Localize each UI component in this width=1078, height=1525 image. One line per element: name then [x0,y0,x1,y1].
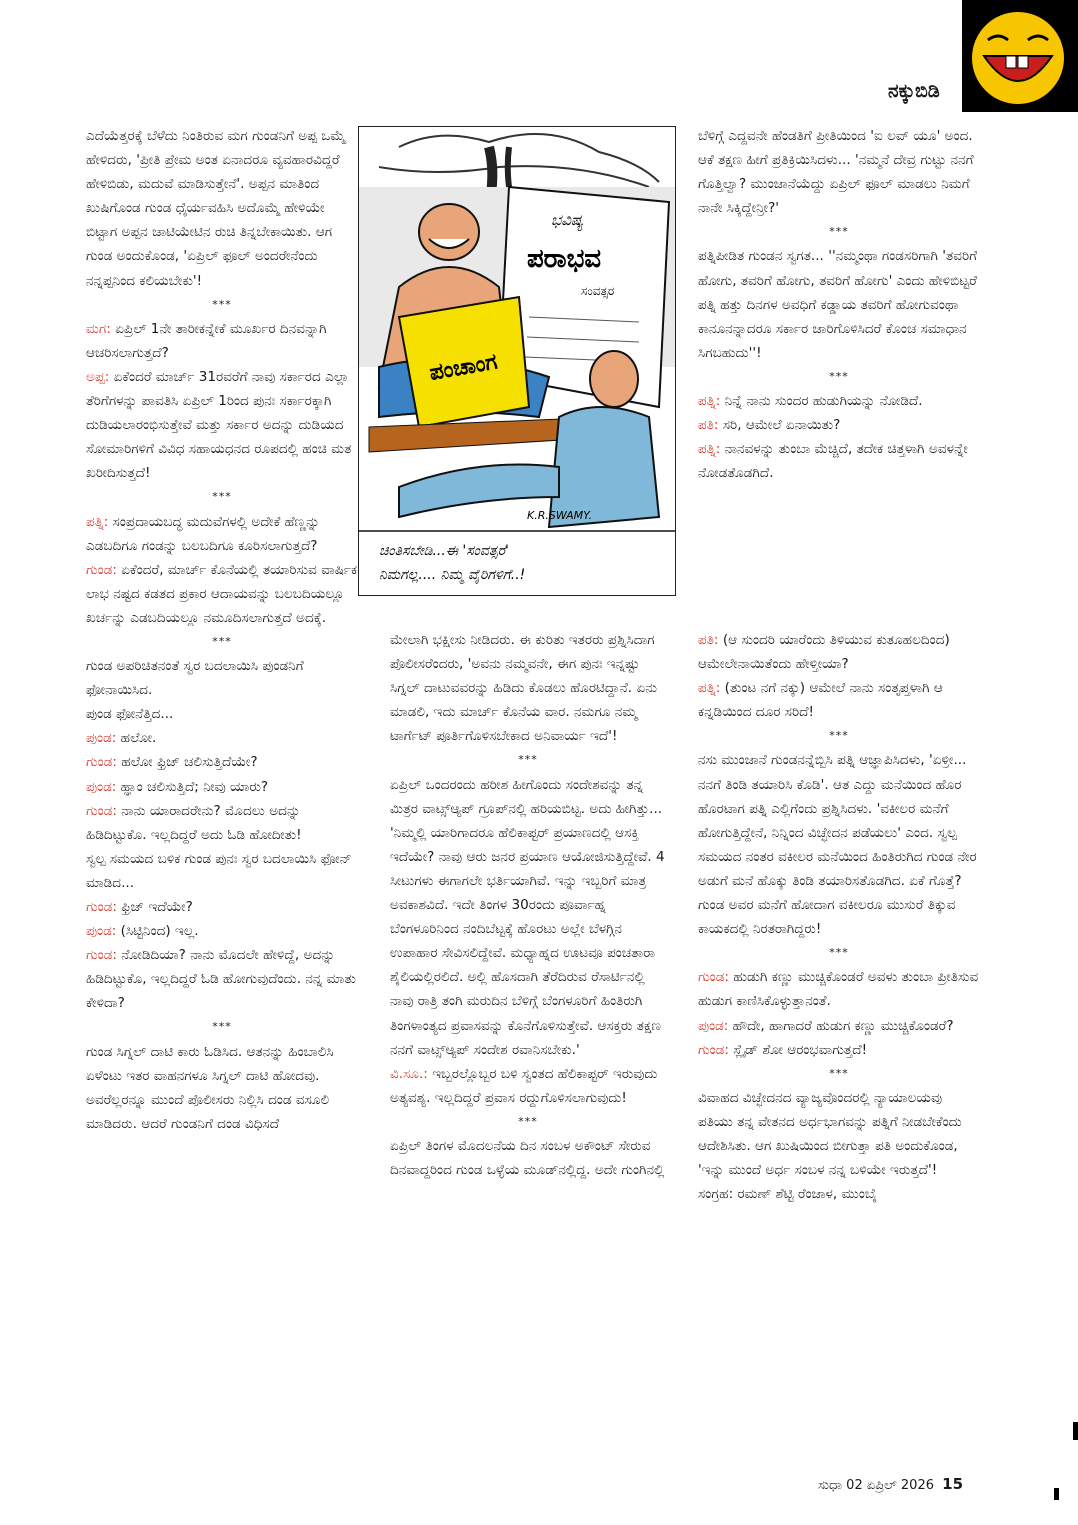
dialogue-line [698,413,980,437]
crop-mark [1054,1488,1059,1500]
section-separator: *** [212,297,232,311]
dialogue-line [390,1062,666,1110]
speaker-label: ಗುಂಡ: [86,802,117,819]
dialogue-line [86,895,358,919]
speaker-label: ಪುಂಡ: [86,923,117,940]
paragraph: ಬೆಳಿಗ್ಗೆ ಎದ್ದವನೇ ಹೆಂಡತಿಗೆ ಪ್ರೀತಿಯಿಂದ 'ಐ ಲವ್ ಯೂ' ಅಂದ. ಆಕೆ ತಕ್ಷಣ ಹೀಗೆ ಪ್ರತಿಕ್ರಿಯಿಸಿದಳು... 'ನಮ್ಮನೆ ದೇವ್ರ ಗುಟ್ಟು ನನಗೆ ಗೊತ್ತಿಲ್ವಾ? ಮುಂಜಾನೆಯೆದ್ದು ಏಪ್ರಿಲ್ ಫೂಲ್ ಮಾಡಲು ನಿಮಗೆ ನಾನೇ ಸಿಕ್ಕಿದ್ದೇನ್ರೀ?' [698,128,974,217]
section-separator: *** [212,1020,232,1034]
dialogue-text: ನಾನವಳನ್ನು ತುಂಬಾ ಮೆಚ್ಚಿದೆ, ತದೇಕ ಚಿತ್ತಳಾಗಿ ಅವಳನ್ನೇ ನೋಡತೊಡಗಿದೆ. [698,441,968,482]
dialogue-text: ಹುಡುಗಿ ಕಣ್ಣು ಮುಚ್ಚಿಕೊಂಡರೆ ಅವಳು ತುಂಬಾ ಪ್ರೀತಿಸುವ ಹುಡುಗ ಕಾಣಿಸಿಕೊಳ್ಳುತ್ತಾನಂತೆ. [698,969,979,1010]
paragraph: ವಿವಾಹದ ವಿಚ್ಛೇದನದ ವ್ಯಾಜ್ಯವೊಂದರಲ್ಲಿ ನ್ಯಾಯಾಲಯವು ಪತಿಯು ತನ್ನ ವೇತನದ ಅರ್ಧಭಾಗವನ್ನು ಪತ್ನಿಗೆ ನೀಡಬೇಕೆಂದು ಆದೇಶಿಸಿತು. ಆಗ ಖುಷಿಯಿಂದ ಬೀಗುತ್ತಾ ಪತಿ ಅಂದುಕೊಂಡ, 'ಇನ್ನು ಮುಂದೆ ಅರ್ಧ ಸಂಬಳ ನನ್ನ ಬಳಿಯೇ ಇರುತ್ತದೆ'! [698,1089,962,1179]
paragraph: ಪುಂಡ ಫೋನೆತ್ತಿದ... [86,706,174,723]
dialogue-text: ಸ್ಲೈಡ್ ಶೋ ಆರಂಭವಾಗುತ್ತದೆ! [728,1041,868,1058]
speaker-label: ಪತ್ನಿ: [86,513,109,530]
laughing-face-icon [962,0,1078,112]
section-separator: *** [212,490,232,504]
dialogue-text: (ತುಂಟ ನಗೆ ನಕ್ಕು) ಆಮೇಲೆ ನಾನು ಸಂತೃಪ್ತಳಾಗಿ ಆ ಕನ್ನಡಿಯಿಂದ ದೂರ ಸರಿದೆ! [698,680,943,721]
dialogue-line [86,726,358,750]
paragraph: ಮೇಲಾಗಿ ಭಕ್ಷೀಸು ನೀಡಿದರು. ಈ ಕುರಿತು ಇತರರು ಪ್ರಶ್ನಿಸಿದಾಗ ಪೊಲೀಸರೆಂದರು, 'ಅವನು ನಮ್ಮವನೇ, ಈಗ ಪುನಃ ಇನ್ನಷ್ಟು ಸಿಗ್ನಲ್ ದಾಟುವವರನ್ನು ಹಿಡಿದು ಕೊಡಲು ಹೊರಟಿದ್ದಾನೆ. ಏನು ಮಾಡಲಿ, ಇದು ಮಾರ್ಚ್ ಕೊನೆಯ ವಾರ. ನಮಗೂ ನಮ್ಮ ಟಾರ್ಗೆಟ್ ಪೂರ್ತಿಗೊಳಿಸಬೇಕಾದ ಅನಿವಾರ್ಯ ಇದೆ'! [390,632,658,745]
section-separator: *** [829,225,849,239]
speaker-label: ವಿ.ಸೂ.: [390,1065,428,1082]
dialogue-line [86,510,358,558]
speaker-label: ಪತ್ನಿ: [698,680,721,697]
dialogue-line [698,965,980,1013]
speaker-label: ಗುಂಡ: [86,754,117,771]
text-column-1 [86,124,358,1136]
dialogue-line [86,365,358,485]
paragraph: ಗುಂಡ ಸಿಗ್ನಲ್ ದಾಟಿ ಕಾರು ಓಡಿಸಿದ. ಆತನನ್ನು ಹಿಂಬಾಲಿಸಿ ಏಳೆಂಟು ಇತರ ವಾಹನಗಳೂ ಸಿಗ್ನಲ್ ದಾಟಿ ಹೋದವು. ಅವರೆಲ್ಲರನ್ನೂ ಮುಂದೆ ಪೊಲೀಸರು ನಿಲ್ಲಿಸಿ ದಂಡ ವಸೂಲಿ ಮಾಡಿದರು. ಆದರೆ ಗುಂಡನಿಗೆ ದಂಡ ವಿಧಿಸದೆ [86,1043,334,1132]
dialogue-text: ಸರಿ, ಆಮೇಲೆ ಏನಾಯಿತು? [718,417,841,434]
dialogue-line [698,1038,980,1062]
paragraph: ನಸು ಮುಂಜಾನೆ ಗುಂಡನನ್ನೆಬ್ಬಿಸಿ ಪತ್ನಿ ಆಜ್ಞಾಪಿಸಿದಳು, 'ಏಳ್ರೀ... ನನಗೆ ತಿಂಡಿ ತಯಾರಿಸಿ ಕೊಡಿ'. ಆತ ಎದ್ದು ಮನೆಯಿಂದ ಹೊರ ಹೊರಟಾಗ ಪತ್ನಿ ಎಲ್ಲಿಗೆಂದು ಪ್ರಶ್ನಿಸಿದಳು. 'ವಕೀಲರ ಮನೆಗೆ ಹೋಗುತ್ತಿದ್ದೇನೆ, ನಿನ್ನಿಂದ ವಿಚ್ಛೇದನ ಪಡೆಯಲು' ಎಂದ. ಸ್ವಲ್ಪ ಸಮಯದ ನಂತರ ವಕೀಲರ ಮನೆಯಿಂದ ಹಿಂತಿರುಗಿದ ಗುಂಡ ನೇರ ಅಡುಗೆ ಮನೆ ಹೊಕ್ಕು ತಿಂಡಿ ತಯಾರಿಸತೊಡಗಿದ. ಏಕೆ ಗೊತ್ತೆ? ಗುಂಡ ಅವರ ಮನೆಗೆ ಹೋದಾಗ ವಕೀಲರೂ ಮುಸುರೆ ತಿಕ್ಕುವ ಕಾಯಕದಲ್ಲಿ ನಿರತರಾಗಿದ್ದರು! [698,752,977,938]
dialogue-line [86,943,358,1015]
dialogue-text: ಹ್ಞಾಂ ಚಲಿಸುತ್ತಿದೆ; ನೀವು ಯಾರು? [116,778,269,795]
dialogue-text: ಹಲೋ ಫ್ರಿಜ್ ಚಲಿಸುತ್ತಿದೆಯೇ? [116,754,258,771]
speaker-label: ಪುಂಡ: [86,778,117,795]
sign-line-1: ಭವಿಷ್ಯ [551,211,584,229]
section-separator: *** [212,634,232,648]
cartoon-caption-line2: ನಿಮಗಲ್ಲ.... ನಿಮ್ಮ ವೈರಿಗಳಿಗೆ..! [379,567,526,583]
dialogue-text: (ಸಿಟ್ಟಿನಿಂದ) ಇಲ್ಲ. [116,923,199,940]
text-column-3-bottom [698,628,980,1206]
page-footer [818,1475,963,1493]
paragraph: ಎದೆಯೆತ್ತರಕ್ಕೆ ಬೆಳೆದು ನಿಂತಿರುವ ಮಗ ಗುಂಡನಿಗೆ ಅಪ್ಪ ಒಮ್ಮೆ ಹೇಳಿದರು, 'ಪ್ರೀತಿ ಪ್ರೇಮ ಅಂತ ಏನಾದರೂ ವ್ಯವಹಾರವಿದ್ದರೆ ಹೇಳಿಬಿಡು, ಮದುವೆ ಮಾಡಿಸುತ್ತೇನೆ'. ಅಪ್ಪನ ಮಾತಿಂದ ಖುಷಿಗೊಂಡ ಗುಂಡ ಧೈರ್ಯವಹಿಸಿ ಅದೊಮ್ಮೆ ಹೇಳಿಯೇ ಬಿಟ್ಟಾಗ ಅಪ್ಪನ ಚಾಟಿಯೇಟಿನ ರುಚಿ ತಿನ್ನಬೇಕಾಯಿತು. ಆಗ ಗುಂಡ ಅಂದುಕೊಂಡ, 'ಏಪ್ರಿಲ್ ಫೂಲ್ ಅಂದರೇನೆಂದು ನನ್ನಪ್ಪನಿಂದ ಕಲಿಯಬೇಕು'! [86,128,346,289]
dialogue-text: (ಆ ಸುಂದರಿ ಯಾರೆಂದು ತಿಳಿಯುವ ಕುತೂಹಲದಿಂದ) ಆಮೇಲೇನಾಯಿತೆಂದು ಹೇಳ್ತೀಯಾ? [698,632,950,673]
dialogue-text: ಸಂಪ್ರದಾಯಬದ್ಧ ಮದುವೆಗಳಲ್ಲಿ ಅದೇಕೆ ಹೆಣ್ಣನ್ನು ಎಡಬದಿಗೂ ಗಂಡನ್ನು ಬಲಬದಿಗೂ ಕೂರಿಸಲಾಗುತ್ತದೆ? [86,513,320,554]
speaker-label: ಪುಂಡ: [86,730,117,747]
magazine-name: ಸುಧಾ [818,1478,843,1493]
section-separator: *** [829,946,849,960]
speaker-label: ಅಪ್ಪ: [86,368,110,385]
speaker-label: ಪತಿ: [698,417,719,434]
speaker-label: ಪುಂಡ: [698,1017,729,1034]
book-title: ಪಂಚಾಂಗ [427,349,500,386]
paragraph: ಏಪ್ರಿಲ್ ಒಂದರಂದು ಹರೀಶ ಹೀಗೊಂದು ಸಂದೇಶವನ್ನು ತನ್ನ ಮಿತ್ರರ ವಾಟ್ಸ್ಆ್ಯಪ್ ಗ್ರೂಪ್‌ನಲ್ಲಿ ಹರಿಯಬಿಟ್ಟ. ಅದು ಹೀಗಿತ್ತು... 'ನಿಮ್ಮಲ್ಲಿ ಯಾರಿಗಾದರೂ ಹೆಲಿಕಾಪ್ಟರ್ ಪ್ರಯಾಣದಲ್ಲಿ ಆಸಕ್ತಿ ಇದೆಯೇ? ನಾವು ಆರು ಜನರ ಪ್ರಯಾಣ ಆಯೋಜಿಸುತ್ತಿದ್ದೇವೆ. 4 ಸೀಟುಗಳು ಈಗಾಗಲೇ ಭರ್ತಿಯಾಗಿವೆ. ಇನ್ನು ಇಬ್ಬರಿಗೆ ಮಾತ್ರ ಅವಕಾಶವಿದೆ. ಇದೇ ತಿಂಗಳ 30ರಂದು ಪೂರ್ವಾಹ್ನ ಬೆಂಗಳೂರಿನಿಂದ ನಂದಿಬೆಟ್ಟಕ್ಕೆ ಹೊರಟು ಅಲ್ಲೇ ಬೆಳಗ್ಗಿನ ಉಪಾಹಾರ ಸೇವಿಸಲಿದ್ದೇವೆ. ಮಧ್ಯಾಹ್ನದ ಊಟವೂ ಪಂಚತಾರಾ ಶೈಲಿಯಲ್ಲಿರಲಿದೆ. ಅಲ್ಲಿ ಹೊಸದಾಗಿ ತೆರೆದಿರುವ ರೆಸಾರ್ಟಿನಲ್ಲಿ ನಾವು ರಾತ್ರಿ ತಂಗಿ ಮರುದಿನ ಬೆಳಿಗ್ಗೆ ಬೆಂಗಳೂರಿಗೆ ಹಿಂತಿರುಗಿ ತಿಂಗಳಾಂತ್ಯದ ಪ್ರವಾಸವನ್ನು ಕೊನೆಗೊಳಿಸುತ್ತೇವೆ. ಆಸಕ್ತರು ತಕ್ಷಣ ನನಗೆ ವಾಟ್ಸ್ಆ್ಯಪ್ ಸಂದೇಶ ರವಾನಿಸಬೇಕು.' [390,776,665,1058]
text-column-3-top [698,124,980,485]
dialogue-line [86,750,358,774]
speaker-label: ಪತ್ನಿ: [698,441,721,458]
dialogue-line [86,317,358,365]
section-separator: *** [829,369,849,383]
dialogue-text: ಹೌದೇ, ಹಾಗಾದರೆ ಹುಡುಗ ಕಣ್ಣು ಮುಚ್ಚಿಕೊಂಡರೆ? [728,1017,954,1034]
text-column-2 [390,628,666,1182]
paragraph: ಸಂಗ್ರಹ: ರಮಣ್ ಶೆಟ್ಟಿ ರೆಂಜಾಳ, ಮುಂಬೈ [698,1186,877,1203]
dialogue-line [698,628,980,676]
dialogue-text: ಹಲೋ. [116,730,157,747]
dialogue-line [86,919,358,943]
section-separator: *** [829,1066,849,1080]
paragraph: ಗುಂಡ ಅಪರಿಚಿತನಂತೆ ಸ್ವರ ಬದಲಾಯಿಸಿ ಪುಂಡನಿಗೆ ಫೋನಾಯಿಸಿದ. [86,658,304,699]
dialogue-line [698,437,980,485]
dialogue-text: ಇಬ್ಬರಲ್ಲೊಬ್ಬರ ಬಳಿ ಸ್ವಂತದ ಹೆಲಿಕಾಪ್ಟರ್ ಇರುವುದು ಅತ್ಯವಶ್ಯ. ಇಲ್ಲದಿದ್ದರೆ ಪ್ರವಾಸ ರದ್ದುಗೊಳಿಸಲಾಗುವುದು! [390,1065,658,1106]
paragraph: ಏಪ್ರಿಲ್ ತಿಂಗಳ ಮೊದಲನೆಯ ದಿನ ಸಂಬಳ ಅಕೌಂಟ್ ಸೇರುವ ದಿನವಾದ್ದರಿಂದ ಗುಂಡ ಒಳ್ಳೆಯ ಮೂಡ್‌ನಲ್ಲಿದ್ದ. ಅದೇ ಗುಂಗಿನಲ್ಲಿ [390,1137,665,1179]
artist-signature: K.R.SWAMY. [527,509,592,522]
speaker-label: ಮಗ: [86,320,111,337]
dialogue-text: ನಾನು ಯಾರಾದರೇನು? ಮೊದಲು ಅದನ್ನು ಹಿಡಿದಿಟ್ಟುಕೊ. ಇಲ್ಲದಿದ್ದರೆ ಅದು ಓಡಿ ಹೋದೀತು! [86,802,302,843]
sign-line-2: ಪರಾಭವ [527,244,602,274]
dialogue-line [698,1014,980,1038]
dialogue-line [698,676,980,724]
laughing-face-logo [962,0,1078,112]
speaker-label: ಗುಂಡ: [86,561,117,578]
speaker-label: ಪತ್ನಿ: [698,393,721,410]
dialogue-line [86,775,358,799]
section-title: ನಕ್ಕುಬಿಡಿ [888,80,940,102]
dialogue-text: ಏಪ್ರಿಲ್ 1ನೇ ತಾರೀಕನ್ನೇಕೆ ಮೂರ್ಖರ ದಿನವನ್ನಾಗಿ ಆಚರಿಸಲಾಗುತ್ತದೆ? [86,320,327,361]
sign-line-3: ಸಂವತ್ಸರ [581,284,615,298]
dialogue-line [86,558,358,630]
section-separator: *** [829,729,849,743]
speaker-label: ಗುಂಡ: [698,969,729,986]
dialogue-text: ಏಕೆಂದರೆ, ಮಾರ್ಚ್ ಕೊನೆಯಲ್ಲಿ ತಯಾರಿಸುವ ವಾರ್ಷಿಕ ಲಾಭ ನಷ್ಟದ ಕಡತದ ಪ್ರಕಾರ ಆದಾಯವನ್ನು ಬಲಬದಿಯಲ್ಲೂ ಖರ್ಚನ್ನು ಎಡಬದಿಯಲ್ಲೂ ನಮೂದಿಸಲಾಗುತ್ತದೆ ಅದಕ್ಕೆ. [86,561,358,626]
speaker-label: ಗುಂಡ: [698,1041,729,1058]
paragraph: ಸ್ವಲ್ಪ ಸಮಯದ ಬಳಿಕ ಗುಂಡ ಪುನಃ ಸ್ವರ ಬದಲಾಯಿಸಿ ಫೋನ್ ಮಾಡಿದ... [86,850,352,891]
dialogue-text: ಫ್ರಿಜ್ ಇದೆಯೇ? [116,899,193,915]
section-separator: *** [518,753,538,767]
paragraph: ಪತ್ನಿಪೀಡಿತ ಗುಂಡನ ಸ್ವಗತ... ''ನಮ್ಮಂಥಾ ಗಂಡಸರಿಗಾಗಿ 'ತವರಿಗೆ ಹೋಗು, ತವರಿಗೆ ಹೋಗು, ತವರಿಗೆ ಹೋಗು' ಎಂದು ಹೇಳಿಬಿಟ್ಟರೆ ಪತ್ನಿ ಹತ್ತು ದಿನಗಳ ಅವಧಿಗೆ ಕಡ್ಡಾಯ ತವರಿಗೆ ಹೋಗುವಂಥಾ ಕಾನೂನನ್ನಾದರೂ ಸರ್ಕಾರ ಜಾರಿಗೊಳಿಸಿದರೆ ಕೊಂಚ ಸಮಾಧಾನ ಸಿಗಬಹುದು''! [698,248,978,361]
cartoon-illustration [358,126,676,596]
dialogue-line [86,799,358,847]
dialogue-line [698,389,980,413]
speaker-label: ಗುಂಡ: [86,899,117,915]
issue-date: 02 ಏಪ್ರಿಲ್ 2026 [846,1478,934,1493]
crop-mark [1073,1422,1078,1440]
dialogue-text: ಏಕೆಂದರೆ ಮಾರ್ಚ್ 31ರವರೆಗೆ ನಾವು ಸರ್ಕಾರದ ಎಲ್ಲಾ ತೆರಿಗೆಗಳನ್ನು ಪಾವತಿಸಿ ಏಪ್ರಿಲ್ 1ರಿಂದ ಪುನಃ ಸರ್ಕಾರಕ್ಕಾಗಿ ದುಡಿಯಲಾರಂಭಿಸುತ್ತೇವೆ ಮತ್ತು ಸರ್ಕಾರ ಅದನ್ನು ದುಡಿಯದ ಸೋಮಾರಿಗಳಿಗೆ ವಿವಿಧ ಸಹಾಯಧನದ ರೂಪದಲ್ಲಿ ಹಂಚಿ ಮತ ಖರೀದಿಸುತ್ತದೆ! [86,368,352,482]
speaker-label: ಪತಿ: [698,632,719,648]
speaker-label: ಗುಂಡ: [86,947,117,964]
dialogue-text: ನಿನ್ನೆ ನಾನು ಸುಂದರ ಹುಡುಗಿಯನ್ನು ನೋಡಿದೆ. [720,393,923,410]
dialogue-text: ನೋಡಿದಿಯಾ? ನಾನು ಮೊದಲೇ ಹೇಳಿದ್ದೆ, ಅದನ್ನು ಹಿಡಿದಿಟ್ಟುಕೊ, ಇಲ್ಲದಿದ್ದರೆ ಓಡಿ ಹೋಗುವುದೆಂದು. ನನ್ನ ಮಾತು ಕೇಳಿದಾ? [86,947,356,1012]
page-number: 15 [942,1475,964,1493]
cartoon-caption-line1: ಚಿಂತಿಸಬೇಡಿ...ಈ 'ಸಂವತ್ಸರ' [379,543,509,559]
section-separator: *** [518,1114,538,1128]
